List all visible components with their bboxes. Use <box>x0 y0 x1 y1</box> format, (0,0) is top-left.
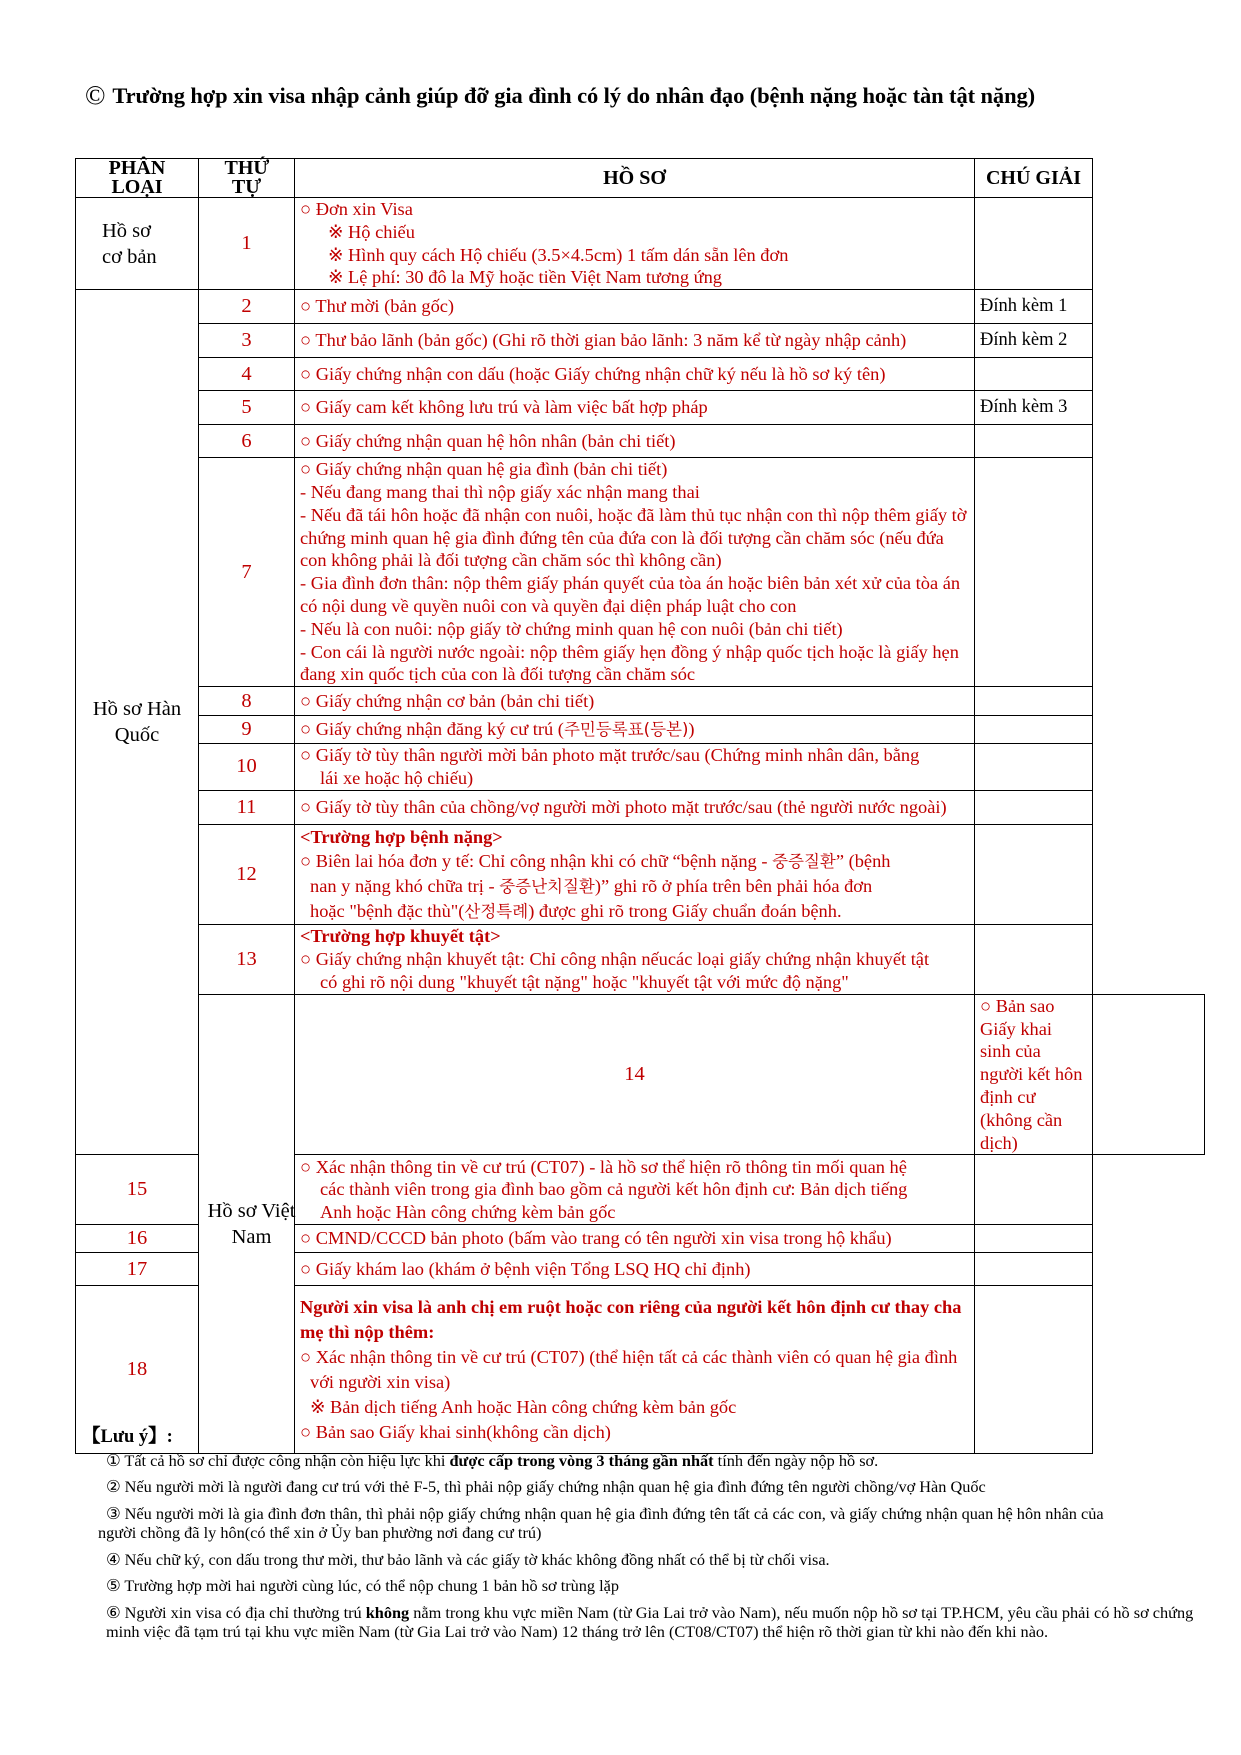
table-row: 6 ○ Giấy chứng nhận quan hệ hôn nhân (bản chi tiết) <box>76 425 1205 458</box>
note-2: ② Nếu người mời là người đang cư trú với thẻ F-5, thì phải nộp giấy chứng nhận quan hệ gia đình đứng tên người chồng/vợ Hàn Quốc <box>106 1477 986 1496</box>
doc-cell: ○ Đơn xin Visa ※ Hộ chiếu ※ Hình quy cách Hộ chiếu (3.5×4.5cm) 1 tấm dán sẵn lên đơn ※ Lệ phí: 30 đô la Mỹ hoặc tiền Việt Nam tương ứng <box>295 198 975 290</box>
copyright-symbol: © <box>85 80 106 110</box>
page-title <box>85 80 1205 111</box>
doc-cell: <Trường hợp khuyết tật> ○ Giấy chứng nhận khuyết tật: Chỉ công nhận nếucác loại giấy chứng nhận khuyết tật có ghi rõ nội dung "khuyết tật nặng" hoặc "khuyết tật với mức độ nặng" <box>295 924 975 994</box>
table-row: 10 ○ Giấy tờ tùy thân người mời bản photo mặt trước/sau (Chứng minh nhân dân, bằng lái xe hoặc hộ chiếu) <box>76 744 1205 791</box>
table-row: 8 ○ Giấy chứng nhận cơ bản (bản chi tiết) <box>76 687 1205 716</box>
header-category: PHÂN LOẠI <box>76 159 199 198</box>
note-4: ④ Nếu chữ ký, con dấu trong thư mời, thư bảo lãnh và các giấy tờ khác không đồng nhất có thể bị từ chối visa. <box>106 1549 830 1569</box>
table-row: 17 ○ Giấy khám lao (khám ở bệnh viện Tổng LSQ HQ chỉ định) <box>76 1253 1205 1286</box>
documents-table <box>75 158 1205 1454</box>
doc-cell: ○ Giấy tờ tùy thân người mời bản photo mặt trước/sau (Chứng minh nhân dân, bằng lái xe hoặc hộ chiếu) <box>295 744 975 791</box>
notes-heading: 【Lưu ý】: <box>82 1427 173 1447</box>
note-5: ⑤ Trường hợp mời hai người cùng lúc, có thể nộp chung 1 bản hồ sơ trùng lặp <box>106 1576 620 1595</box>
note-1: ① Tất cả hồ sơ chỉ được công nhận còn hiệu lực khi được cấp trong vòng 3 tháng gần nhất tính đến ngày nộp hồ sơ. <box>106 1450 879 1470</box>
doc-cell: ○ Giấy chứng nhận quan hệ gia đình (bản chi tiết) - Nếu đang mang thai thì nộp giấy xác nhận mang thai - Nếu đã tái hôn hoặc đã nhận con nuôi, hoặc đã làm thủ tục nhận con thì nộp thêm giấy tờ chứng minh quan hệ gia đình đứng tên của đứa con là đối tượng cần chăm sóc (nếu đứa con không phải là đối tượng cần chăm sóc thì không cần) - Gia đình đơn thân: nộp thêm giấy phán quyết của tòa án hoặc biên bản xét xử của tòa án có nội dung về quyền nuôi con và quyền đại diện pháp luật cho con - Nếu là con nuôi: nộp giấy tờ chứng minh quan hệ con nuôi (bản chi tiết) - Con cái là người nước ngoài: nộp thêm giấy hẹn đồng ý nhập quốc tịch hoặc là giấy hẹn đang xin quốc tịch của con là đối tượng cần chăm sóc <box>295 458 975 687</box>
table-row: Hồ sơ Việt Nam 14 ○ Bản sao Giấy khai sinh của người kết hôn định cư (không cần dịch) <box>76 994 1205 1155</box>
table-row: 18 Người xin visa là anh chị em ruột hoặc con riêng của người kết hôn định cư thay cha mẹ thì nộp thêm: ○ Xác nhận thông tin về cư trú (CT07) (thể hiện tất cả các thành viên có quan hệ gia đình với người xin visa) ※ Bản dịch tiếng Anh hoặc Hàn công chứng kèm bản gốc ○ Bản sao Giấy khai sinh(không cần dịch) <box>76 1286 1205 1454</box>
category-basic: Hồ sơ cơ bản <box>76 198 199 290</box>
table-row: 12 <Trường hợp bệnh nặng> ○ Biên lai hóa đơn y tế: Chỉ công nhận khi có chữ “bệnh nặng - 중증질환” (bệnh nan y nặng khó chữa trị - 중증난치질환)” ghi rõ ở phía trên bên phải hóa đơn hoặc "bệnh đặc thù"(산정특례) được ghi rõ trong Giấy chuẩn đoán bệnh. <box>76 824 1205 924</box>
table-row: 15 ○ Xác nhận thông tin về cư trú (CT07) - là hồ sơ thể hiện rõ thông tin mối quan hệ các thành viên trong gia đình bao gồm cả người kết hôn định cư: Bản dịch tiếng Anh hoặc Hàn công chứng kèm bản gốc <box>76 1155 1205 1225</box>
table-row: 13 <Trường hợp khuyết tật> ○ Giấy chứng nhận khuyết tật: Chỉ công nhận nếucác loại giấy chứng nhận khuyết tật có ghi rõ nội dung "khuyết tật nặng" hoặc "khuyết tật với mức độ nặng" <box>76 924 1205 994</box>
table-row: 3 ○ Thư bảo lãnh (bản gốc) (Ghi rõ thời gian bảo lãnh: 3 năm kể từ ngày nhập cảnh) Đính kèm 2 <box>76 324 1205 358</box>
table-row: 16 ○ CMND/CCCD bản photo (bấm vào trang có tên người xin visa trong hộ khẩu) <box>76 1225 1205 1253</box>
notes-section <box>82 1428 1212 1649</box>
table-row: 7 ○ Giấy chứng nhận quan hệ gia đình (bản chi tiết) - Nếu đang mang thai thì nộp giấy xác nhận mang thai - Nếu đã tái hôn hoặc đã nhận con nuôi, hoặc đã làm thủ tục nhận con thì nộp thêm giấy tờ chứng minh quan hệ gia đình đứng tên của đứa con là đối tượng cần chăm sóc (nếu đứa con không phải là đối tượng cần chăm sóc thì không cần) - Gia đình đơn thân: nộp thêm giấy phán quyết của tòa án hoặc biên bản xét xử của tòa án có nội dung về quyền nuôi con và quyền đại diện pháp luật cho con - Nếu là con nuôi: nộp giấy tờ chứng minh quan hệ con nuôi (bản chi tiết) - Con cái là người nước ngoài: nộp thêm giấy hẹn đồng ý nhập quốc tịch hoặc là giấy hẹn đang xin quốc tịch của con là đối tượng cần chăm sóc <box>76 458 1205 687</box>
doc-cell: ○ Xác nhận thông tin về cư trú (CT07) - là hồ sơ thể hiện rõ thông tin mối quan hệ các thành viên trong gia đình bao gồm cả người kết hôn định cư: Bản dịch tiếng Anh hoặc Hàn công chứng kèm bản gốc <box>295 1155 975 1225</box>
note-3: ③ Nếu người mời là gia đình đơn thân, thì phải nộp giấy chứng nhận quan hệ gia đình đứng tên tất cả các con, và giấy chứng nhận quan hệ hôn nhân của người chồng đã ly hôn(có thể xin ở Ủy ban phường nơi đang cư trú) <box>98 1503 1104 1542</box>
table-row: 4 ○ Giấy chứng nhận con dấu (hoặc Giấy chứng nhận chữ ký nếu là hồ sơ ký tên) <box>76 358 1205 391</box>
table-row: 11 ○ Giấy tờ tùy thân của chồng/vợ người mời photo mặt trước/sau (thẻ người nước ngoài) <box>76 790 1205 824</box>
table-row: 5 ○ Giấy cam kết không lưu trú và làm việc bất hợp pháp Đính kèm 3 <box>76 391 1205 425</box>
table-row: Hồ sơ Hàn Quốc 2 ○ Thư mời (bản gốc) Đính kèm 1 <box>76 290 1205 324</box>
category-korea: Hồ sơ Hàn Quốc <box>76 290 199 1155</box>
table-row: Hồ sơ cơ bản 1 ○ Đơn xin Visa ※ Hộ chiếu ※ Hình quy cách Hộ chiếu (3.5×4.5cm) 1 tấm dán sẵn lên đơn ※ Lệ phí: 30 đô la Mỹ hoặc tiền Việt Nam tương ứng <box>76 198 1205 290</box>
note-6: ⑥ Người xin visa có địa chỉ thường trú không nằm trong khu vực miền Nam (từ Gia Lai trở vào Nam), nếu muốn nộp hồ sơ tại TP.HCM, yêu cầu phải có hồ sơ chứng minh việc đã tạm trú tại khu vực miền Nam (từ Gia Lai trở vào Nam) 12 tháng trở lên (CT08/CT07) thể hiện rõ thời gian từ khi nào đến khi nào. <box>106 1602 1194 1641</box>
doc-cell: <Trường hợp bệnh nặng> ○ Biên lai hóa đơn y tế: Chỉ công nhận khi có chữ “bệnh nặng - 중증질환” (bệnh nan y nặng khó chữa trị - 중증난치질환)” ghi rõ ở phía trên bên phải hóa đơn hoặc "bệnh đặc thù"(산정특례) được ghi rõ trong Giấy chuẩn đoán bệnh. <box>295 824 975 924</box>
header-documents: HỒ SƠ <box>295 159 975 198</box>
table-row: 9 ○ Giấy chứng nhận đăng ký cư trú (주민등록표(등본)) <box>76 716 1205 744</box>
category-vietnam: Hồ sơ Việt Nam <box>199 994 295 1454</box>
doc-cell: Người xin visa là anh chị em ruột hoặc con riêng của người kết hôn định cư thay cha mẹ thì nộp thêm: ○ Xác nhận thông tin về cư trú (CT07) (thể hiện tất cả các thành viên có quan hệ gia đình với người xin visa) ※ Bản dịch tiếng Anh hoặc Hàn công chứng kèm bản gốc ○ Bản sao Giấy khai sinh(không cần dịch) <box>295 1286 975 1454</box>
title-text: Trường hợp xin visa nhập cảnh giúp đỡ gia đình có lý do nhân đạo (bệnh nặng hoặc tàn tật nặng) <box>112 83 1036 108</box>
header-order: THỨ TỰ <box>199 159 295 198</box>
table-header <box>76 159 1205 198</box>
header-notes: CHÚ GIẢI <box>975 159 1093 198</box>
